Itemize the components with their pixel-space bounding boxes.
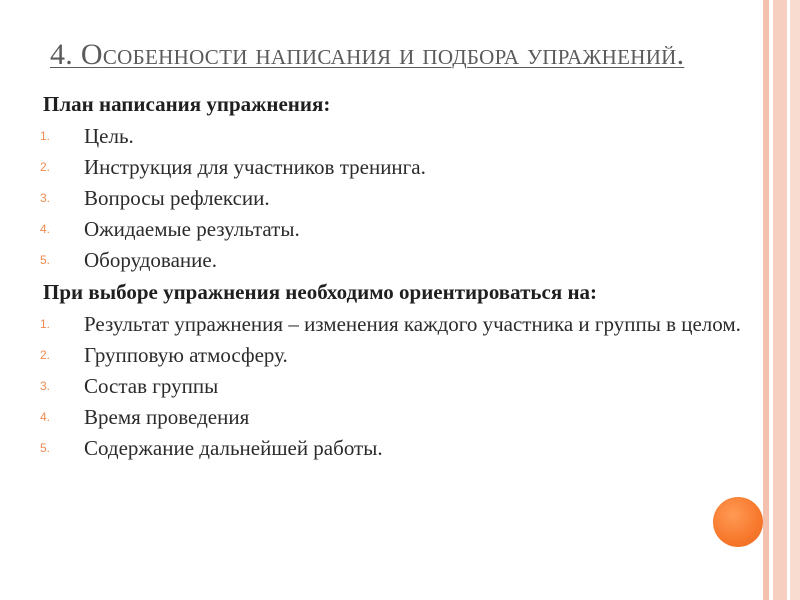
item-text: Состав группы bbox=[84, 374, 219, 398]
list-item bbox=[40, 245, 784, 276]
list-item bbox=[40, 433, 784, 464]
title-text: собенности написания и подбора упражнений bbox=[102, 38, 677, 71]
plan-list bbox=[40, 121, 784, 276]
item-text: Результат упражнения – изменения каждого участника и группы в целом. bbox=[84, 312, 741, 336]
decorative-stripe bbox=[773, 0, 787, 600]
item-text: Групповую атмосферу. bbox=[84, 343, 288, 367]
list-item bbox=[40, 121, 784, 152]
item-number: 2. bbox=[40, 348, 51, 362]
item-text: Инструкция для участников тренинга. bbox=[84, 155, 426, 179]
list-item bbox=[40, 402, 784, 433]
list-item bbox=[40, 340, 784, 371]
decorative-stripe bbox=[790, 0, 800, 600]
item-text: Время проведения bbox=[84, 405, 250, 429]
slide-title bbox=[50, 38, 684, 72]
item-text: Ожидаемые результаты. bbox=[84, 217, 300, 241]
item-number: 4. bbox=[40, 410, 51, 424]
list-item bbox=[40, 152, 784, 183]
section-heading-selection: При выборе упражнения необходимо ориентироваться на: bbox=[43, 280, 598, 304]
item-number: 3. bbox=[40, 379, 51, 393]
title-prefix: 4. О bbox=[50, 38, 103, 71]
item-number: 2. bbox=[40, 160, 51, 174]
item-number: 3. bbox=[40, 191, 51, 205]
item-number: 1. bbox=[40, 129, 51, 143]
item-text: Содержание дальнейшей работы. bbox=[84, 436, 383, 460]
decorative-circle bbox=[713, 497, 763, 547]
section-heading-plan: План написания упражнения: bbox=[43, 92, 331, 116]
title-suffix: . bbox=[676, 38, 685, 71]
list-item bbox=[40, 371, 784, 402]
item-number: 5. bbox=[40, 253, 51, 267]
list-item bbox=[40, 309, 784, 340]
item-text: Вопросы рефлексии. bbox=[84, 186, 270, 210]
item-number: 4. bbox=[40, 222, 51, 236]
item-text: Оборудование. bbox=[84, 248, 217, 272]
item-number: 5. bbox=[40, 441, 51, 455]
selection-list bbox=[40, 309, 784, 464]
list-item bbox=[40, 214, 784, 245]
list-item bbox=[40, 183, 784, 214]
item-number: 1. bbox=[40, 317, 51, 331]
item-text: Цель. bbox=[84, 124, 134, 148]
